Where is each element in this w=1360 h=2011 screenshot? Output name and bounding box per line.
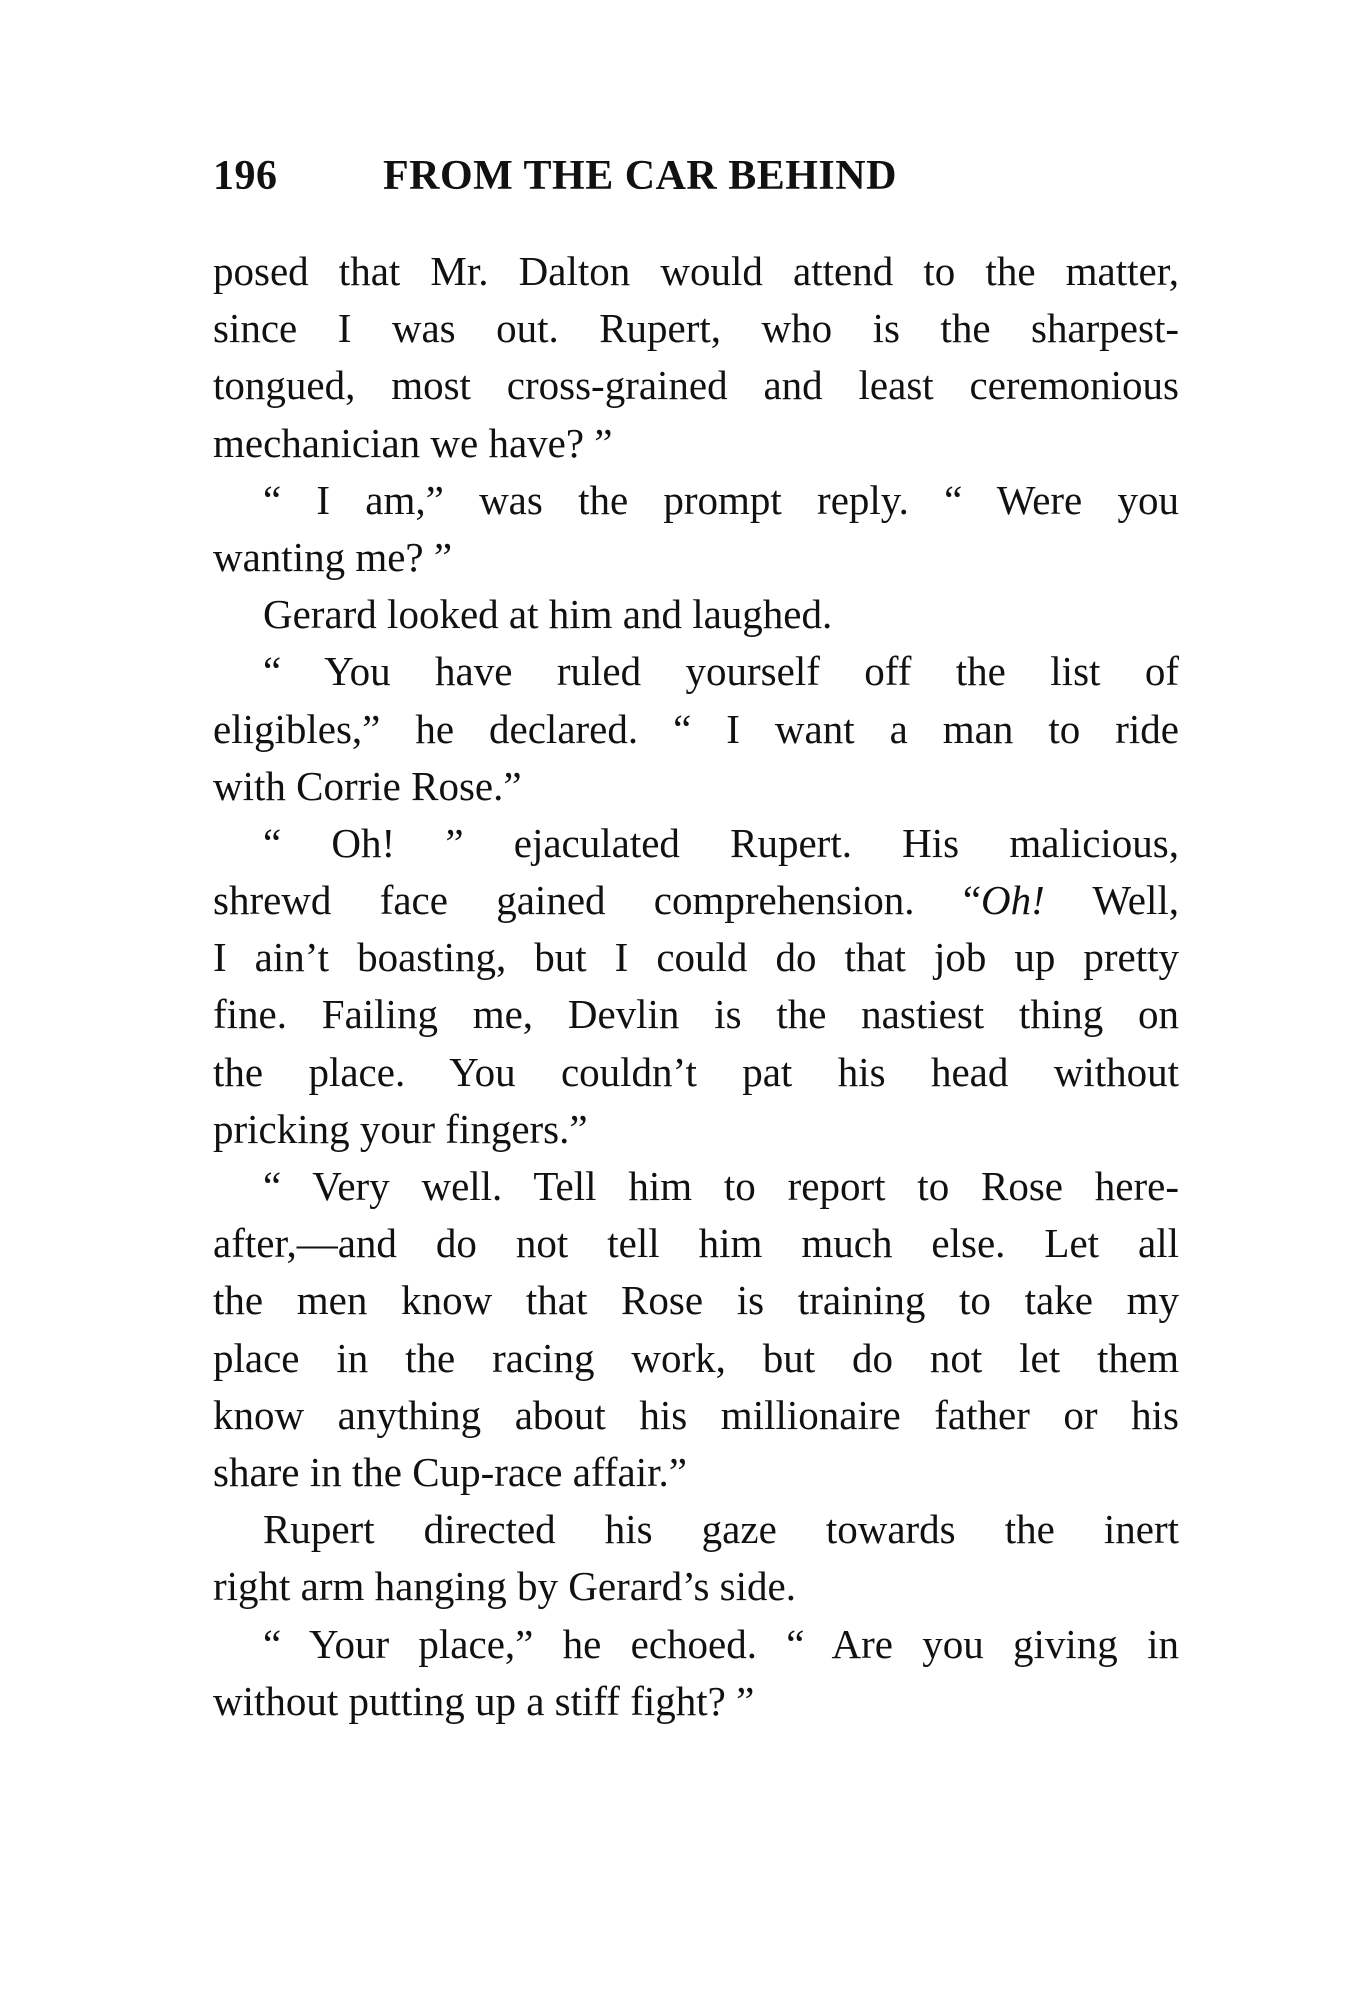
text-line: mechanician we have? ” <box>213 419 613 466</box>
text-line: since I was out. Rupert, who is the sharpest- <box>213 305 1179 352</box>
text-line: right arm hanging by Gerard’s side. <box>213 1563 796 1610</box>
running-title: FROM THE CAR BEHIND <box>383 153 897 199</box>
text-line: posed that Mr. Dalton would attend to the matter, <box>213 248 1179 294</box>
body-text <box>213 243 1179 1730</box>
text-line: the place. You couldn’t pat his head without <box>213 1048 1179 1095</box>
text-line: after,—and do not tell him much else. Let all <box>213 1220 1179 1267</box>
text-segment: Well, <box>1044 877 1179 924</box>
text-line: the men know that Rose is training to take my <box>213 1277 1179 1324</box>
page-number: 196 <box>213 153 278 199</box>
text-line: know anything about his millionaire father or his <box>213 1391 1179 1438</box>
text-line: tongued, most cross-grained and least ceremonious <box>213 362 1179 409</box>
text-line: I ain’t boasting, but I could do that job up pretty <box>213 934 1179 981</box>
text-line: pricking your fingers.” <box>213 1105 588 1152</box>
text-line: Rupert directed his gaze towards the inert <box>263 1506 1179 1553</box>
text-line: “ You have ruled yourself off the list of <box>263 648 1179 695</box>
text-line: “ Oh! ” ejaculated Rupert. His malicious, <box>263 819 1179 866</box>
text-line: “ Your place,” he echoed. “ Are you giving in <box>263 1620 1179 1667</box>
text-line: fine. Failing me, Devlin is the nastiest thing on <box>213 991 1179 1038</box>
text-line: without putting up a stiff fight? ” <box>213 1677 755 1724</box>
text-line <box>213 872 1179 929</box>
emphasis-text: Oh! <box>981 877 1045 924</box>
text-line: wanting me? ” <box>213 533 453 580</box>
text-line: share in the Cup-race affair.” <box>213 1448 687 1495</box>
text-line: place in the racing work, but do not let them <box>213 1334 1179 1381</box>
text-line: eligibles,” he declared. “ I want a man to ride <box>213 705 1179 752</box>
text-line: Gerard looked at him and laughed. <box>263 591 833 638</box>
text-line: “ I am,” was the prompt reply. “ Were you <box>263 476 1179 523</box>
running-head <box>213 148 1173 204</box>
text-line: “ Very well. Tell him to report to Rose here- <box>263 1163 1179 1209</box>
text-line: with Corrie Rose.” <box>213 762 522 809</box>
text-segment: shrewd face gained comprehension. “ <box>213 877 982 924</box>
